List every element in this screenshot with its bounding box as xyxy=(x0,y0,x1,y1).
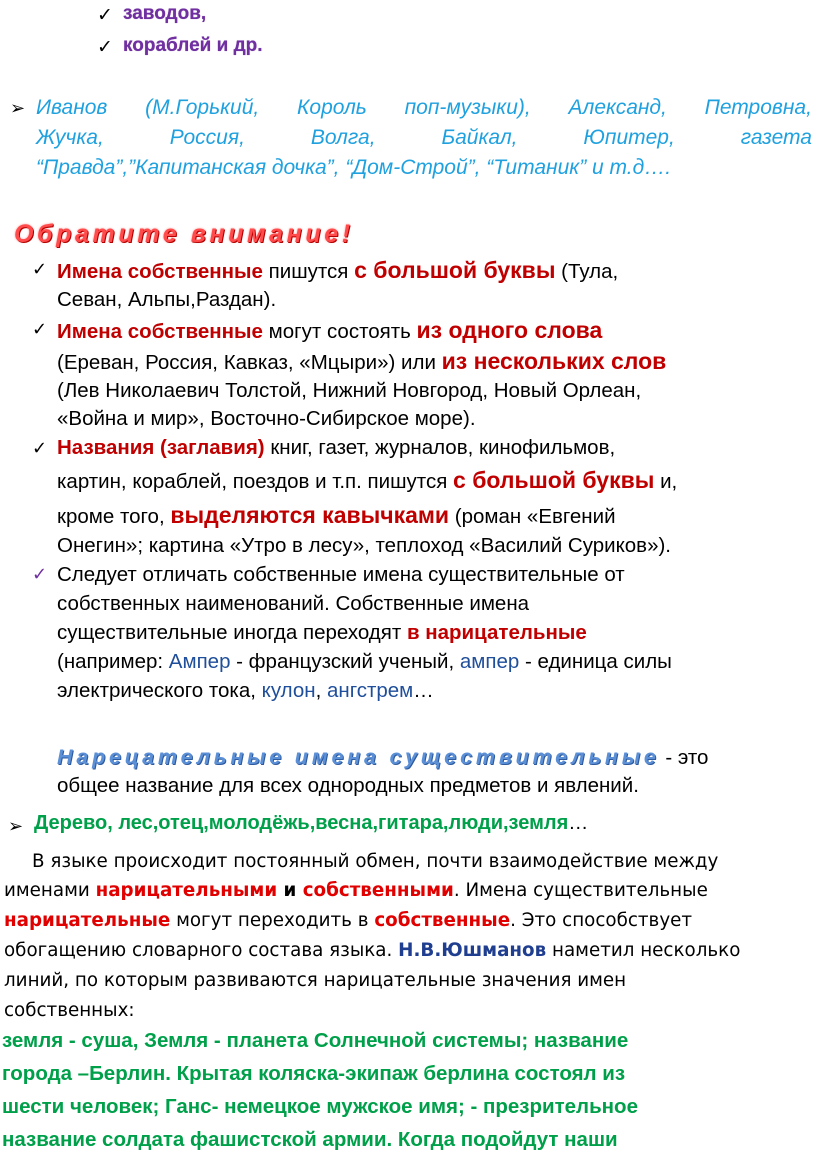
arrow-bullet-icon: ➢ xyxy=(8,816,24,837)
rule-line: «Война и мир», Восточно-Сибирское море). xyxy=(57,407,476,430)
common-noun-examples: Дерево, лес,отец,молодёжь,весна,гитара,люди,земля… xyxy=(34,812,589,834)
rule-line: Онегин»; картина «Утро в лесу», теплоход «Василий Суриков»). xyxy=(57,534,671,557)
rule-line: (например: Ампер - французский ученый, ампер - единица силы xyxy=(57,650,672,673)
rule-line: электрического тока, кулон, ангстрем… xyxy=(57,679,434,702)
rule-line: Севан, Альпы,Раздан). xyxy=(57,288,277,311)
examples-line: Иванов (М.Горький, Король поп-музыки), Александ, Петровна, xyxy=(36,96,812,119)
rule-line: существительные иногда переходят в нарицательные xyxy=(57,621,587,644)
green-paragraph-line: города –Берлин. Крытая коляска-экипаж берлина состоял из xyxy=(2,1062,626,1085)
attention-heading: Обратите внимание! xyxy=(14,220,354,248)
paragraph-line: линий, по которым развиваются нарицательные значения имен xyxy=(4,970,627,991)
rule-line: картин, кораблей, поездов и т.п. пишутся с большой буквы и, xyxy=(57,467,678,493)
paragraph-line: обогащению словарного состава языка. Н.В.Юшманов наметил несколько xyxy=(4,940,741,961)
check-icon: ✓ xyxy=(32,259,48,280)
paragraph-line: В языке происходит постоянный обмен, почти взаимодействие между xyxy=(32,851,719,872)
rule-line: кроме того, выделяются кавычками (роман «Евгений xyxy=(57,502,616,528)
paragraph-line: нарицательные могут переходить в собственные. Это способствует xyxy=(4,910,693,931)
rule-line: собственных наименований. Собственные имена xyxy=(57,592,530,615)
paragraph-line: именами нарицательными и собственными. Имена существительные xyxy=(4,880,708,901)
check-icon: ✓ xyxy=(97,36,113,58)
green-paragraph-line: земля - суша, Земля - планета Солнечной системы; название xyxy=(2,1029,629,1052)
check-icon: ✓ xyxy=(32,319,48,340)
rule-line: Следует отличать собственные имена существительные от xyxy=(57,563,625,586)
list-item: кораблей и др. xyxy=(123,35,263,56)
rule-line: (Лев Николаевич Толстой, Нижний Новгород, Новый Орлеан, xyxy=(57,379,642,402)
green-paragraph-line: шести человек; Ганс- немецкое мужское имя; - презрительное xyxy=(2,1095,638,1118)
common-nouns-definition: общее название для всех однородных предметов и явлений. xyxy=(57,774,639,797)
rule-line: Названия (заглавия) книг, газет, журналов, кинофильмов, xyxy=(57,436,616,459)
rule-line: Имена собственные пишутся с большой буквы (Тула, xyxy=(57,257,619,283)
examples-line: Жучка, Россия, Волга, Байкал, Юпитер, газета xyxy=(36,126,812,149)
list-item: заводов, xyxy=(123,3,207,24)
common-nouns-heading: Нарецательные имена существительные - это xyxy=(57,745,709,769)
rule-line: Имена собственные могут состоять из одного слова xyxy=(57,317,603,343)
green-paragraph-line: название солдата фашистской армии. Когда подойдут наши xyxy=(2,1128,618,1151)
arrow-bullet-icon: ➢ xyxy=(10,98,26,119)
rule-line: (Ереван, Россия, Кавказ, «Мцыри») или из нескольких слов xyxy=(57,348,667,374)
examples-line: “Правда”,”Капитанская дочка”, “Дом-Строй”, “Титаник” и т.д…. xyxy=(36,156,672,179)
paragraph-line: собственных: xyxy=(4,1000,135,1021)
check-icon: ✓ xyxy=(32,438,48,459)
check-icon: ✓ xyxy=(32,564,48,585)
check-icon: ✓ xyxy=(97,4,113,26)
